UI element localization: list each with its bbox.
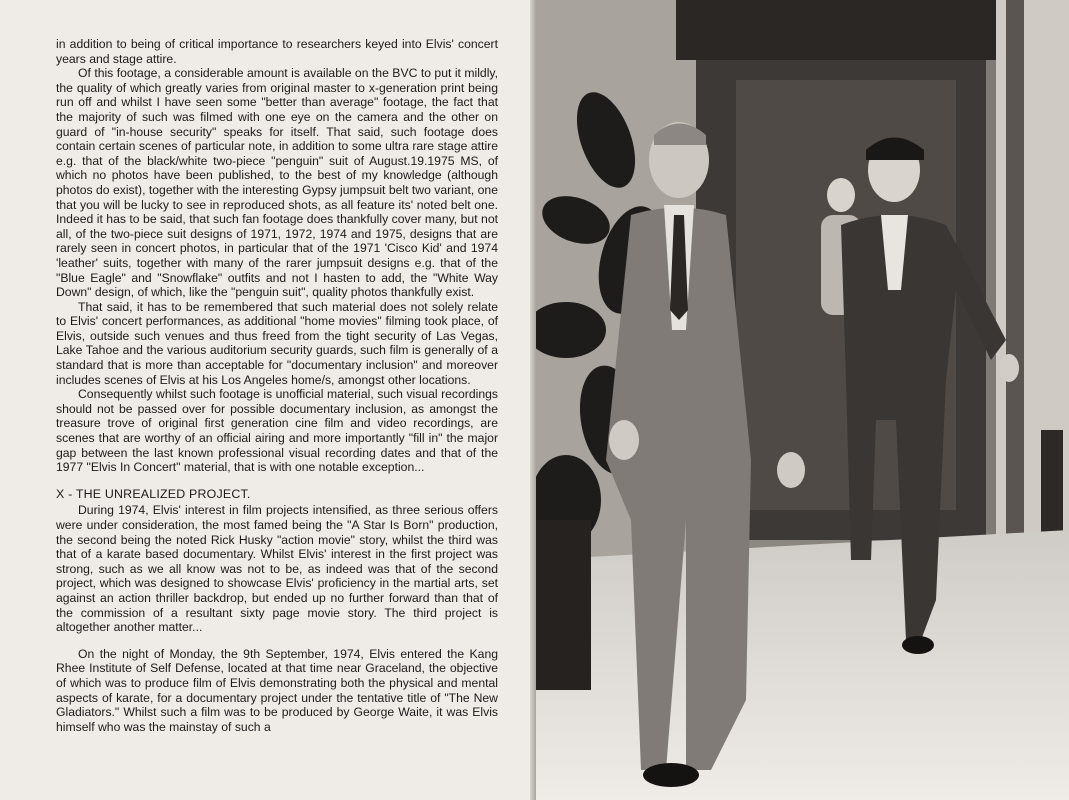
photograph-icon <box>536 0 1069 800</box>
paragraph: in addition to being of critical importance to researchers keyed into Elvis' concert years and stage attire. <box>56 37 498 66</box>
paragraph: Of this footage, a considerable amount is available on the BVC to put it mildly, the quality of which greatly varies from original master to x-generation print being run off and whilst I have seen some "better than average" footage, the fact that the majority of such was filmed with one eye on the camera and the other on guard of "in-house security" speaks for itself. That said, such footage does contain certain scenes of particular note, in addition to some ultra rare stage attire e.g. that of the black/white two-piece "penguin" suit of August.19.1975 MS, of which no photos have been published, to the best of my knowledge (although photos do exist), together with the interesting Gypsy jumpsuit belt two variant, one that you will be lucky to see in reproduced shots, as all feature its' noted belt one. Indeed it has to be said, that such fan footage does thankfully cover many, but not all, of the two-piece suit designs of 1971, 1972, 1974 and 1975, designs that are rarely seen in concert photos, in particular that of the 1971 'Cisco Kid' and 1974 'leather' suits, together with many of the rarer jumpsuit designs e.g. that of the "Blue Eagle" and "Snowflake" outfits and not I hasten to add, the "White Way Down" design, of which, like the "penguin suit", quality photos thankfully exist. <box>56 66 498 300</box>
section-heading: X - THE UNREALIZED PROJECT. <box>56 486 251 501</box>
right-page-photo <box>536 0 1069 800</box>
paragraph: Consequently whilst such footage is unofficial material, such visual recordings should not be passed over for possible documentary inclusion, as amongst the treasure trove of original first generation cine film and video recordings, are scenes that are worthy of an official airing and more importantly "fill in" the major gap between the last known professional visual recording dates and that of the 1977 "Elvis In Concert" material, that is with one notable exception... <box>56 387 498 475</box>
paragraph: During 1974, Elvis' interest in film projects intensified, as three serious offers were under consideration, the most famed being the "A Star Is Born" production, the second being the noted Rick Husky "action movie" story, whilst the third was that of a karate based documentary. Whilst Elvis' interest in the first project was strong, such as we all know was not to be, as indeed was that of the second project, which was designed to showcase Elvis' proficiency in the martial arts, set against an action thriller backdrop, but ended up no further forward than that of the commission of a resultant sixty page movie story. The third project is altogether another matter... <box>56 503 498 635</box>
article-text <box>56 37 498 734</box>
paragraph: On the night of Monday, the 9th September, 1974, Elvis entered the Kang Rhee Institute of Self Defense, located at that time near Graceland, the objective of which was to produce film of Elvis demonstrating both the physical and mental aspects of karate, for a documentary project under the tentative title of "The New Gladiators." Whilst such a film was to be produced by George Waite, it was Elvis himself who was the mainstay of such a <box>56 646 498 734</box>
paragraph: That said, it has to be remembered that such material does not solely relate to Elvis' concert performances, as additional "home movies" filming took place, of Elvis, outside such venues and thus freed from the tight security of Las Vegas, Lake Tahoe and the various auditorium security guards, such film is generally of a standard that is more than acceptable for "documentary inclusion" and moreover includes scenes of Elvis at his Los Angeles home/s, amongst other locations. <box>56 299 498 387</box>
left-page <box>0 0 530 800</box>
